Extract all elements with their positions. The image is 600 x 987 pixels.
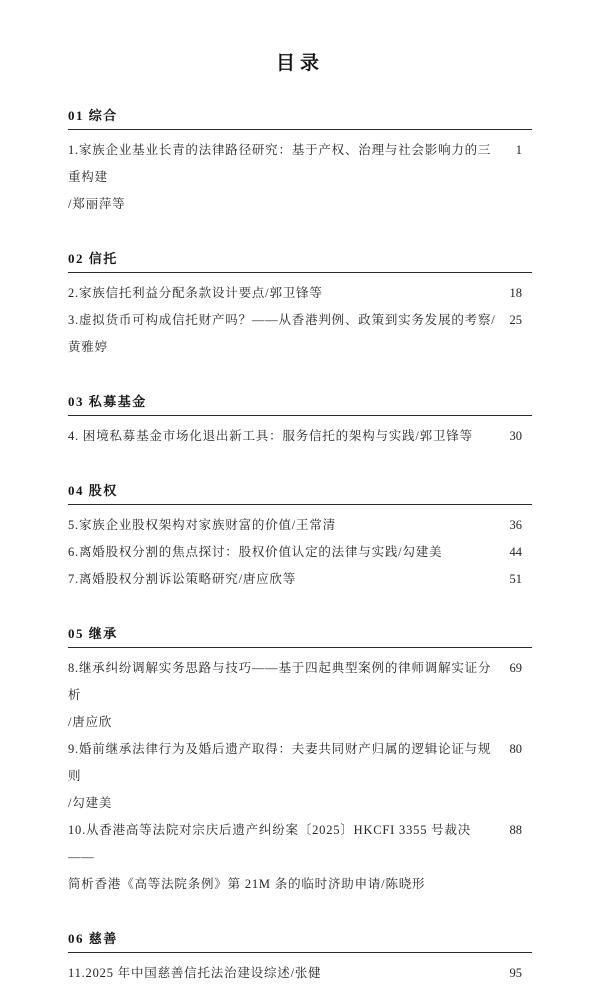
entry-title: 9.婚前继承法律行为及婚后遗产取得：夫妻共同财产归属的逻辑论证与规则 (68, 742, 492, 783)
toc-section-04 (68, 480, 532, 593)
section-header: 02 信托 (68, 248, 532, 273)
entry-title: 11.2025 年中国慈善信托法治建设综述/张健 (68, 966, 322, 980)
section-header: 03 私募基金 (68, 391, 532, 416)
entry-page-number: 51 (509, 572, 522, 586)
section-header: 05 继承 (68, 623, 532, 648)
toc-section-01 (68, 105, 532, 218)
entry-page-number: 36 (509, 518, 522, 532)
entry-page-number: 18 (509, 286, 522, 300)
toc-entry (68, 960, 532, 987)
entry-page-number: 95 (509, 966, 522, 980)
entry-title: 8.继承纠纷调解实务思路与技巧——基于四起典型案例的律师调解实证分析 (68, 661, 492, 702)
entry-title: 2.家族信托利益分配条款设计要点/郭卫锋等 (68, 286, 323, 300)
entry-continuation: /勾建美 (68, 796, 113, 810)
toc-entry (68, 423, 532, 450)
entry-continuation: /郑丽萍等 (68, 197, 126, 211)
toc-entry (68, 539, 532, 566)
toc-entry (68, 817, 532, 871)
entry-title: 6.离婚股权分割的焦点探讨：股权价值认定的法律与实践/勾建美 (68, 545, 443, 559)
entry-page-number: 30 (509, 429, 522, 443)
toc-section-03 (68, 391, 532, 450)
entry-page-number: 25 (509, 313, 522, 327)
entry-title: 5.家族企业股权架构对家族财富的价值/王常清 (68, 518, 336, 532)
toc-entry (68, 307, 532, 361)
toc-entry (68, 137, 532, 191)
toc-entry (68, 736, 532, 790)
entry-page-number: 69 (509, 661, 522, 675)
entry-continuation: /唐应欣 (68, 715, 113, 729)
entry-title: 1.家族企业基业长青的法律路径研究：基于产权、治理与社会影响力的三重构建 (68, 143, 492, 184)
toc-entry (68, 280, 532, 307)
entry-page-number: 1 (515, 143, 522, 157)
entry-continuation: 简析香港《高等法院条例》第 21M 条的临时济助申请/陈晓形 (68, 877, 426, 891)
toc-section-02 (68, 248, 532, 361)
section-header: 06 慈善 (68, 928, 532, 953)
section-header: 01 综合 (68, 105, 532, 130)
toc-section-06 (68, 928, 532, 987)
section-header: 04 股权 (68, 480, 532, 505)
entry-title: 7.离婚股权分割诉讼策略研究/唐应欣等 (68, 572, 297, 586)
entry-title: 4. 困境私募基金市场化退出新工具：服务信托的架构与实践/郭卫锋等 (68, 429, 473, 443)
toc-section-05 (68, 623, 532, 898)
entry-page-number: 80 (509, 742, 522, 756)
entry-page-number: 44 (509, 545, 522, 559)
entry-title: 10.从香港高等法院对宗庆后遗产纠纷案〔2025〕HKCFI 3355 号裁决—— (68, 823, 472, 864)
entry-page-number: 88 (509, 823, 522, 837)
toc-entry (68, 512, 532, 539)
toc-entry (68, 566, 532, 593)
page-title: 目录 (275, 53, 324, 74)
toc-entry (68, 655, 532, 709)
entry-title: 3.虚拟货币可构成信托财产吗？——从香港判例、政策到实务发展的考察/黄雅婷 (68, 313, 496, 354)
